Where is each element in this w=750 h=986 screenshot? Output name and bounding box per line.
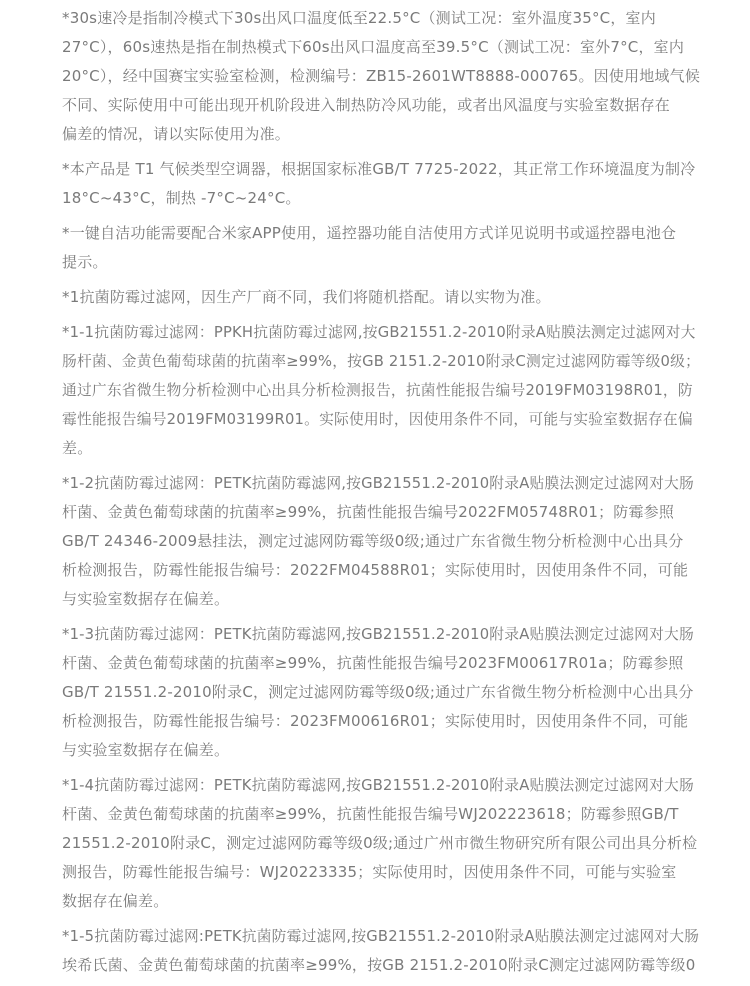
note-line: *1-2抗菌防霉过滤网：PETK抗菌防霉滤网,按GB21551.2-2010附录A贴膜法测定过滤网对大肠: [62, 475, 694, 492]
note-filter-1-5: [62, 922, 702, 980]
note-climate-type: [62, 155, 702, 213]
note-30s-cooling-60s-heating: [62, 4, 702, 149]
note-line: 杆菌、金黄色葡萄球菌的抗菌率≥99%，抗菌性能报告编号2023FM00617R01a；防霉参照: [62, 654, 684, 672]
note-line: 霉性能报告编号2019FM03199R01。实际使用时，因使用条件不同，可能与实验室数据存在偏: [62, 411, 693, 428]
note-line: *1-4抗菌防霉过滤网：PETK抗菌防霉滤网,按GB21551.2-2010附录A贴膜法测定过滤网对大肠: [62, 777, 694, 794]
note-line: *本产品是 T1 气候类型空调器，根据国家标准GB/T 7725-2022，其正常工作环境温度为制冷: [62, 160, 696, 178]
note-line: 与实验室数据存在偏差。: [62, 590, 230, 608]
note-line: *1-5抗菌防霉过滤网:PETK抗菌防霉过滤网,按GB21551.2-2010附录A贴膜法测定过滤网对大肠: [62, 928, 700, 945]
note-line: 肠杆菌、金黄色葡萄球菌的抗菌率≥99%，按GB 2151.2-2010附录C测定过滤网防霉等级0级；: [62, 353, 701, 370]
note-line: 差。: [62, 439, 93, 457]
note-line: 提示。: [62, 253, 108, 271]
note-line: 杆菌、金黄色葡萄球菌的抗菌率≥99%，抗菌性能报告编号WJ202223618；防霉参照GB/T: [62, 805, 679, 823]
note-filter-1-4: [62, 771, 702, 916]
note-line: *30s速冷是指制冷模式下30s出风口温度低至22.5°C（测试工况：室外温度35°C，室内: [62, 9, 656, 27]
note-line: 数据存在偏差。: [62, 892, 169, 910]
note-line: 杆菌、金黄色葡萄球菌的抗菌率≥99%，抗菌性能报告编号2022FM05748R01；防霉参照: [62, 503, 675, 521]
note-line: 21551.2-2010附录C，测定过滤网防霉等级0级;通过广州市微生物研究所有限公司出具分析检: [62, 834, 698, 852]
note-line: 与实验室数据存在偏差。: [62, 741, 230, 759]
note-filter-1-3: [62, 620, 702, 765]
note-line: 偏差的情况，请以实际使用为准。: [62, 125, 291, 143]
note-line: 20°C），经中国赛宝实验室检测，检测编号：ZB15-2601WT8888-000765。因使用地域气候: [62, 67, 701, 85]
note-filter-random: [62, 283, 702, 312]
note-filter-1-2: [62, 469, 702, 614]
note-line: 测报告，防霉性能报告编号：WJ20223335；实际使用时，因使用条件不同，可能与实验室: [62, 863, 677, 881]
note-line: 27°C），60s速热是指在制热模式下60s出风口温度高至39.5°C（测试工况：室外7°C，室内: [62, 38, 685, 56]
note-line: *1-1抗菌防霉过滤网：PPKH抗菌防霉过滤网,按GB21551.2-2010附录A贴膜法测定过滤网对大: [62, 324, 696, 341]
note-line: 不同、实际使用中可能出现开机阶段进入制热防冷风功能，或者出风温度与实验室数据存在: [62, 96, 671, 114]
note-line: GB/T 21551.2-2010附录C，测定过滤网防霉等级0级;通过广东省微生物分析检测中心出具分: [62, 683, 694, 701]
note-line: *1-3抗菌防霉过滤网：PETK抗菌防霉滤网,按GB21551.2-2010附录A贴膜法测定过滤网对大肠: [62, 626, 694, 643]
note-line: 析检测报告，防霉性能报告编号：2023FM00616R01；实际使用时，因使用条件不同，可能: [62, 712, 689, 730]
note-line: GB/T 24346-2009悬挂法，测定过滤网防霉等级0级;通过广东省微生物分析检测中心出具分: [62, 532, 684, 550]
note-self-clean: [62, 219, 702, 277]
note-line: 析检测报告，防霉性能报告编号：2022FM04588R01；实际使用时，因使用条件不同，可能: [62, 561, 689, 579]
note-line: 18°C~43°C，制热 -7°C~24°C。: [62, 189, 301, 207]
note-line: 通过广东省微生物分析检测中心出具分析检测报告，抗菌性能报告编号2019FM03198R01，防: [62, 382, 693, 399]
disclaimer-notes: [62, 4, 702, 986]
note-line: *1抗菌防霉过滤网，因生产厂商不同，我们将随机搭配。请以实物为准。: [62, 288, 551, 306]
note-line: *一键自洁功能需要配合米家APP使用，遥控器功能自洁使用方式详见说明书或遥控器电池仓: [62, 224, 677, 242]
note-filter-1-1: [62, 318, 702, 463]
note-line: 埃希氏菌、金黄色葡萄球菌的抗菌率≥99%，按GB 2151.2-2010附录C测定过滤网防霉等级0: [62, 956, 696, 974]
